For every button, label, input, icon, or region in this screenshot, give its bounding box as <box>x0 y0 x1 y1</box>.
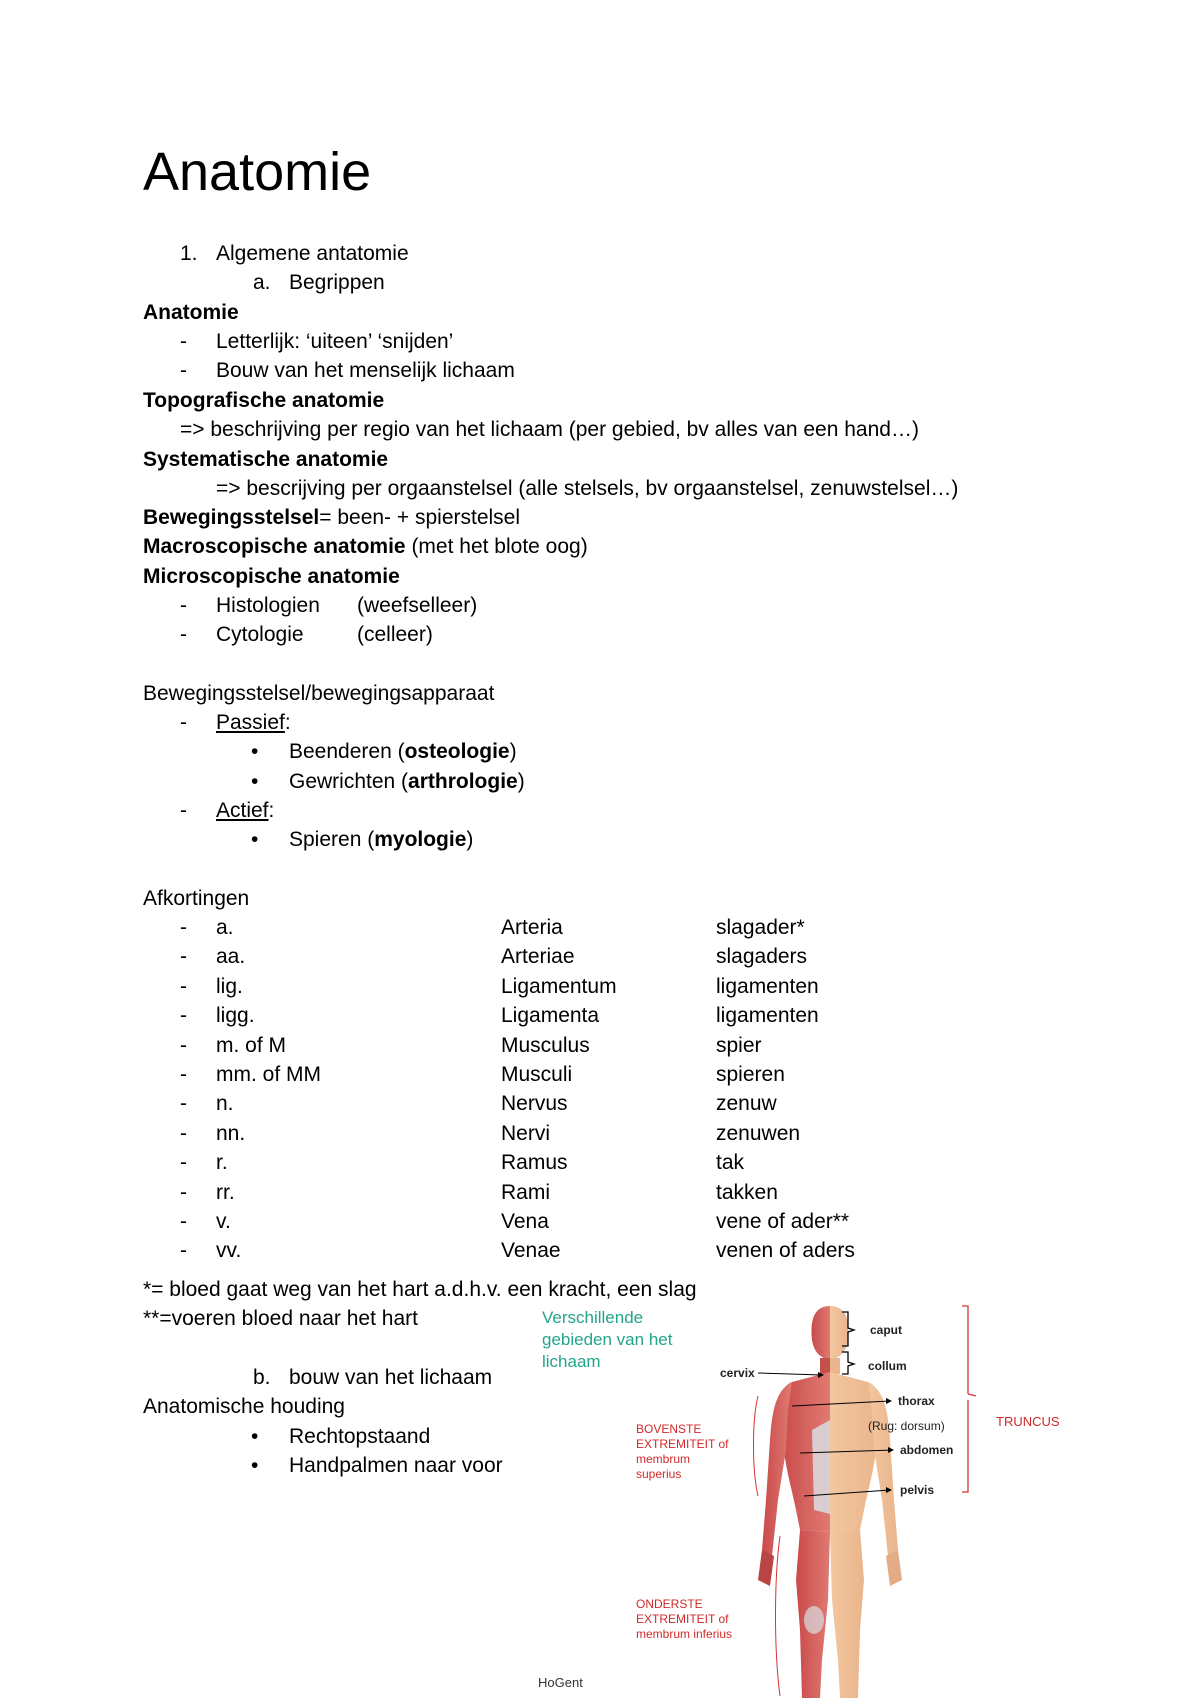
abbreviation-row <box>0 973 1200 1002</box>
abbreviation-row <box>0 1090 1200 1119</box>
abbreviation-latin: Venae <box>501 1239 561 1263</box>
dash-bullet: - <box>180 974 187 998</box>
abbreviation-short: m. of M <box>216 1033 287 1057</box>
abbreviation-latin: Ramus <box>501 1151 568 1175</box>
abbreviation-row <box>0 1179 1200 1208</box>
list-letter-b: b. <box>253 1366 271 1389</box>
section-heading-algemene: Algemene antatomie <box>216 242 409 265</box>
figure-source: HoGent <box>538 1675 583 1690</box>
dash-bullet: - <box>180 916 187 939</box>
dash-bullet: - <box>180 623 187 646</box>
label-abdomen: abdomen <box>900 1443 954 1457</box>
page-title: Anatomie <box>143 142 372 202</box>
abbreviation-latin: Musculi <box>501 1063 573 1086</box>
afkortingen-heading: Afkortingen <box>143 887 250 910</box>
systematische-description: => bescrijving per orgaanstelsel (alle stelsels, bv orgaanstelsel, zenuwstelsel…) <box>216 477 959 500</box>
label-cervix: cervix <box>720 1366 755 1380</box>
abbreviation-latin: Rami <box>501 1180 551 1204</box>
abbreviation-short: ligg. <box>216 1004 255 1028</box>
dash-bullet: - <box>180 799 187 822</box>
houding-heading: Anatomische houding <box>143 1395 345 1418</box>
label-pelvis: pelvis <box>900 1483 935 1497</box>
abbreviation-meaning: zenuwen <box>716 1121 801 1145</box>
micro-item-cytologie: Cytologie <box>216 623 304 646</box>
micro-item-histologie-note: (weefselleer) <box>357 594 478 617</box>
abbreviation-short: n. <box>216 1092 234 1116</box>
abbreviation-short: aa. <box>216 945 246 969</box>
abbreviation-meaning: ligamenten <box>716 1004 819 1028</box>
abbreviation-short: v. <box>216 1210 231 1233</box>
term-anatomie: Anatomie <box>143 301 239 324</box>
abbreviation-meaning: zenuw <box>716 1092 777 1116</box>
list-letter-a: a. <box>253 271 271 294</box>
apparaat-heading: Bewegingsstelsel/bewegingsapparaat <box>143 682 495 705</box>
abbreviation-row <box>0 914 1200 943</box>
abbreviation-short: rr. <box>216 1180 235 1204</box>
passief-item-gewrichten: Gewrichten (arthrologie) <box>289 770 525 793</box>
abbreviation-row <box>0 1002 1200 1031</box>
label-rug-dorsum: (Rug: dorsum) <box>868 1419 945 1433</box>
passief-item-beenderen: Beenderen (osteologie) <box>289 740 517 763</box>
label-onderste-3: membrum inferius <box>636 1627 733 1641</box>
abbreviation-meaning: vene of ader** <box>716 1210 850 1233</box>
dash-bullet: - <box>180 330 187 353</box>
abbreviation-latin: Nervus <box>501 1092 568 1116</box>
abbreviation-row <box>0 1149 1200 1178</box>
dash-bullet: - <box>180 945 187 969</box>
abbreviation-latin: Ligamenta <box>501 1004 600 1028</box>
abbreviation-row <box>0 1061 1200 1090</box>
dash-bullet: - <box>180 1092 187 1116</box>
footnote-2: **=voeren bloed naar het hart <box>143 1307 418 1330</box>
abbreviation-latin: Nervi <box>501 1121 551 1145</box>
abbreviation-meaning: tak <box>716 1151 745 1175</box>
label-bovenste-1: BOVENSTE <box>636 1422 702 1436</box>
label-onderste-2: EXTREMITEIT of <box>636 1612 729 1626</box>
footnote-1: *= bloed gaat weg van het hart a.d.h.v. een kracht, een slag <box>143 1278 697 1301</box>
abbreviation-latin: Arteria <box>501 916 563 939</box>
abbreviation-latin: Arteriae <box>501 945 575 969</box>
subsection-heading-begrippen: Begrippen <box>289 271 385 294</box>
dash-bullet: - <box>180 359 187 382</box>
abbreviation-row <box>0 943 1200 972</box>
abbreviation-meaning: spieren <box>716 1063 785 1086</box>
dash-bullet: - <box>180 711 187 734</box>
actief-item-spieren: Spieren (myologie) <box>289 828 474 851</box>
label-bovenste-2: EXTREMITEIT of <box>636 1437 729 1451</box>
abbreviation-short: nn. <box>216 1121 246 1145</box>
round-bullet: • <box>251 828 259 851</box>
label-collum: collum <box>868 1359 907 1373</box>
abbreviation-meaning: spier <box>716 1033 762 1057</box>
dash-bullet: - <box>180 1121 187 1145</box>
abbreviation-row <box>0 1237 1200 1266</box>
abbreviation-short: vv. <box>216 1239 242 1263</box>
figure-caption-line-3: lichaam <box>542 1352 601 1371</box>
abbreviation-short: mm. of MM <box>216 1063 321 1086</box>
term-bewegingsstelsel: Bewegingsstelsel= been- + spierstelsel <box>143 506 521 529</box>
houding-item-1: Rechtopstaand <box>289 1425 431 1448</box>
label-onderste-1: ONDERSTE <box>636 1597 703 1611</box>
label-bovenste-3: membrum <box>636 1452 691 1466</box>
abbreviation-meaning: venen of aders <box>716 1239 855 1263</box>
dash-bullet: - <box>180 594 187 617</box>
term-systematische: Systematische anatomie <box>143 448 389 471</box>
micro-item-histologie: Histologien <box>216 594 320 617</box>
abbreviation-meaning: slagaders <box>716 945 808 969</box>
abbreviation-meaning: slagader* <box>716 916 805 939</box>
apparaat-passief: Passief: <box>216 711 291 734</box>
anatomy-figure <box>530 1300 1170 1698</box>
term-microscopische: Microscopische anatomie <box>143 565 400 588</box>
term-topografische: Topografische anatomie <box>143 389 385 412</box>
label-bovenste-4: superius <box>636 1467 682 1481</box>
anatomie-item-1: Letterlijk: ‘uiteen’ ‘snijden’ <box>216 330 454 353</box>
round-bullet: • <box>251 1454 259 1477</box>
dash-bullet: - <box>180 1239 187 1263</box>
dash-bullet: - <box>180 1063 187 1086</box>
anatomie-item-2: Bouw van het menselijk lichaam <box>216 359 515 382</box>
dash-bullet: - <box>180 1033 187 1057</box>
micro-item-cytologie-note: (celleer) <box>357 623 433 646</box>
term-macroscopische: Macroscopische anatomie (met het blote oog) <box>143 535 588 558</box>
subsection-heading-bouw: bouw van het lichaam <box>289 1366 493 1389</box>
abbreviation-short: a. <box>216 916 234 939</box>
abbreviation-latin: Musculus <box>501 1033 590 1057</box>
abbreviation-meaning: ligamenten <box>716 974 819 998</box>
abbreviation-latin: Ligamentum <box>501 974 617 998</box>
houding-item-2: Handpalmen naar voor <box>289 1454 503 1477</box>
abbreviation-short: r. <box>216 1151 228 1175</box>
figure-caption-line-1: Verschillende <box>542 1308 644 1327</box>
abbreviation-row <box>0 1208 1200 1237</box>
dash-bullet: - <box>180 1210 187 1233</box>
apparaat-actief: Actief: <box>216 799 275 822</box>
round-bullet: • <box>251 740 259 763</box>
abbreviation-latin: Vena <box>501 1210 549 1233</box>
abbreviation-short: lig. <box>216 974 243 998</box>
abbreviation-meaning: takken <box>716 1180 778 1204</box>
dash-bullet: - <box>180 1004 187 1028</box>
dash-bullet: - <box>180 1151 187 1175</box>
list-number-1: 1. <box>180 242 198 265</box>
abbreviation-row <box>0 1120 1200 1149</box>
dash-bullet: - <box>180 1180 187 1204</box>
label-truncus: TRUNCUS <box>996 1414 1060 1429</box>
figure-caption-line-2: gebieden van het <box>542 1330 673 1349</box>
label-caput: caput <box>870 1323 903 1337</box>
abbreviation-row <box>0 1032 1200 1061</box>
round-bullet: • <box>251 1425 259 1448</box>
topografische-description: => beschrijving per regio van het lichaam (per gebied, bv alles van een hand…) <box>180 418 919 441</box>
round-bullet: • <box>251 770 259 793</box>
label-thorax: thorax <box>898 1394 935 1408</box>
